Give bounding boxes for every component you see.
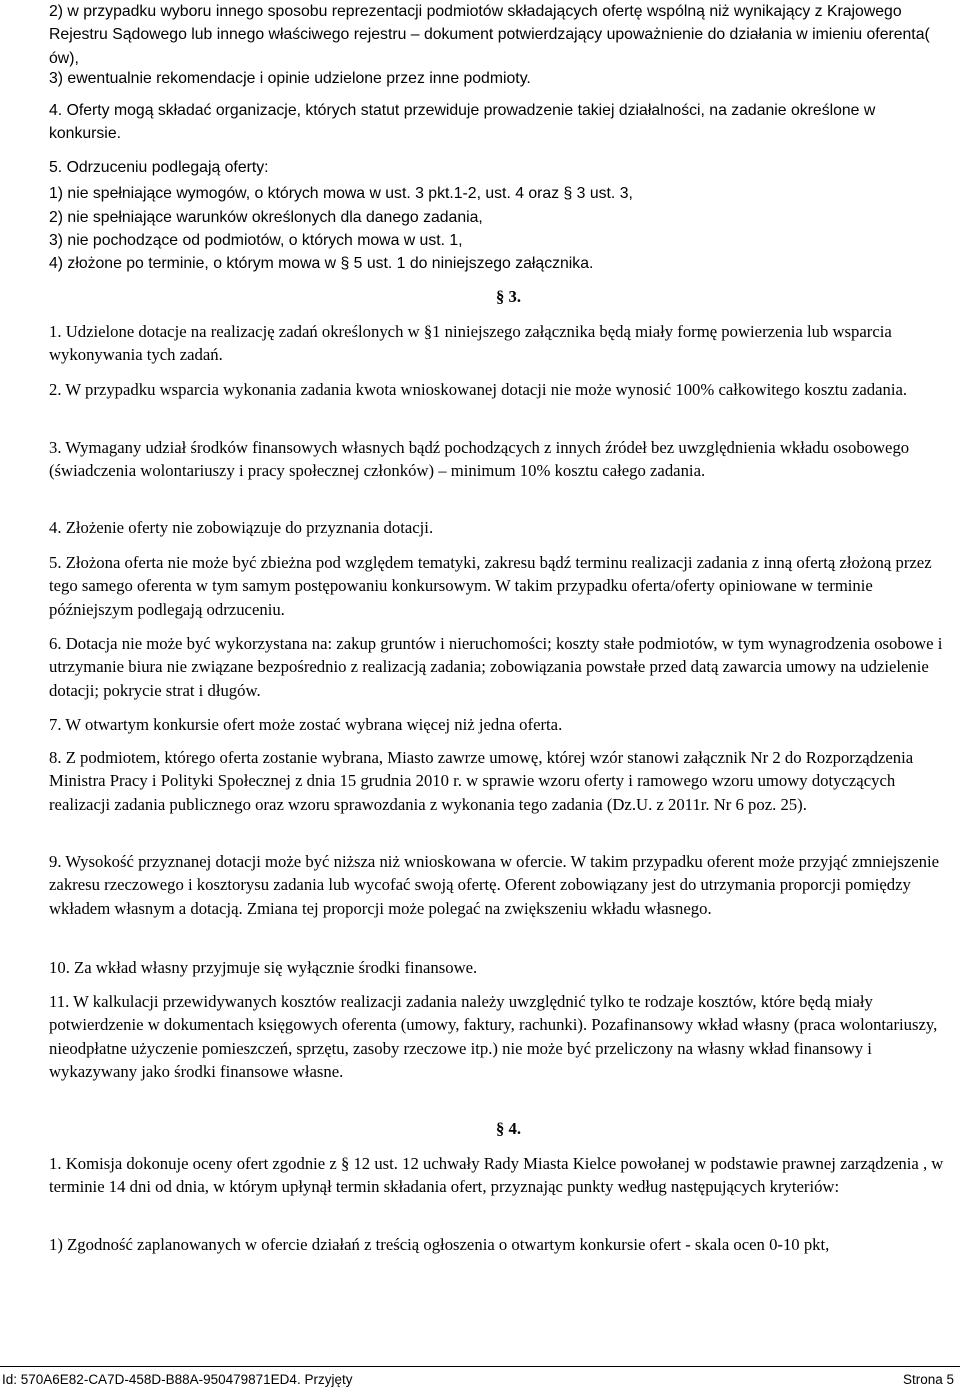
footer-page-number: Strona 5 (902, 1372, 954, 1387)
section-3-paragraph-10: 10. Za wkład własny przyjmuje się wyłącznie środki finansowe. (49, 958, 478, 977)
section-3-paragraph-2: 2. W przypadku wsparcia wykonania zadania kwota wnioskowanej dotacji nie może wynosić 100% całkowitego kosztu zadania. (49, 380, 908, 399)
section-4-heading: § 4. (496, 1119, 522, 1138)
rejection-item-4: 4) złożone po terminie, o którym mowa w § 5 ust. 1 do niniejszego załącznika. (49, 255, 594, 272)
rejection-item-1: 1) nie spełniające wymogów, o których mowa w ust. 3 pkt.1-2, ust. 4 oraz § 3 ust. 3, (49, 185, 633, 202)
section-4-paragraph-1: 1. Komisja dokonuje oceny ofert zgodnie z § 12 ust. 12 uchwały Rady Miasta Kielce powołanej w podstawie prawnej zarządzenia , w terminie 14 dni od dnia, w którym upłynął termin składania ofert, przyznając punkty według następujących kryteriów: (49, 1154, 944, 1197)
footer-divider (0, 1366, 960, 1367)
section-3-paragraph-3: 3. Wymagany udział środków finansowych własnych bądź pochodzących z innych źródeł bez uwzględnienia wkładu osobowego (świadczenia wolontariuszy i pracy społecznej członków) – minimum 10% kosztu całego zadania. (49, 438, 910, 481)
section-3-paragraph-4: 4. Złożenie oferty nie zobowiązuje do przyznania dotacji. (49, 518, 434, 537)
section-3-paragraph-8: 8. Z podmiotem, którego oferta zostanie wybrana, Miasto zawrze umowę, której wzór stanowi załącznik Nr 2 do Rozporządzenia Ministra Pracy i Polityki Społecznej z dnia 15 grudnia 2010 r. w sprawie wzoru oferty i ramowego wzoru umowy dotyczących realizacji zadania publicznego oraz wzoru sprawozdania z wykonania tego zadania (Dz.U. z 2011r. Nr 6 poz. 25). (49, 748, 914, 814)
paragraph-recommendations: 3) ewentualnie rekomendacje i opinie udzielone przez inne podmioty. (49, 70, 531, 87)
section-3-paragraph-1: 1. Udzielone dotacje na realizację zadań określonych w §1 niniejszego załącznika będą miały formę powierzenia lub wsparcia wykonywania tych zadań. (49, 322, 892, 365)
footer-document-id: Id: 570A6E82-CA7D-458D-B88A-950479871ED4. Przyjęty (2, 1372, 353, 1387)
rejection-item-2: 2) nie spełniające warunków określonych dla danego zadania, (49, 209, 483, 226)
section-4-criterion-1: 1) Zgodność zaplanowanych w ofercie działań z treścią ogłoszenia o otwartym konkursie ofert - skala ocen 0-10 pkt, (49, 1235, 830, 1254)
section-3-paragraph-11: 11. W kalkulacji przewidywanych kosztów realizacji zadania należy uwzględnić tylko te rodzaje kosztów, które będą miały potwierdzenie w dokumentach księgowych oferenta (umowy, faktury, rachunki). Pozafinansowy wkład własny (praca wolontariuszy, nieodpłatne użyczenie pomieszczeń, sprzętu, zasoby rzeczowe itp.) nie może być przeliczony na własny wkład finansowy i wykazywany jako środki finansowe własne. (49, 992, 938, 1081)
paragraph-representation-document: 2) w przypadku wyboru innego sposobu reprezentacji podmiotów składających ofertę wspólną niż wynikający z Krajowego Rejestru Sądowego lub innego właściwego rejestru – dokument potwierdzający upoważnienie do działania w imieniu oferenta( ów), (49, 3, 930, 67)
section-3-heading: § 3. (496, 287, 522, 306)
section-3-paragraph-9: 9. Wysokość przyznanej dotacji może być niższa niż wnioskowana w ofercie. W takim przypadku oferent może przyjąć zmniejszenie zakresu rzeczowego i kosztorysu zadania lub wycofać swoją ofertę. Oferent zobowiązany jest do utrzymania proporcji pomiędzy wkładem własnym a dotacją. Zmiana tej proporcji może polegać na zwiększeniu wkładu własnego. (49, 852, 940, 918)
section-3-paragraph-5: 5. Złożona oferta nie może być zbieżna pod względem tematyki, zakresu bądź terminu realizacji zadania z inną ofertą złożoną przez tego samego oferenta w tym samym postępowaniu konkursowym. W takim przypadku oferta/oferty opiniowane w terminie późniejszym podlegają odrzuceniu. (49, 553, 932, 619)
paragraph-rejection-intro: 5. Odrzuceniu podlegają oferty: (49, 159, 269, 176)
paragraph-eligible-organizations: 4. Oferty mogą składać organizacje, których statut przewiduje prowadzenie takiej działalności, na zadanie określone w konkursie. (49, 102, 876, 143)
rejection-item-3: 3) nie pochodzące od podmiotów, o których mowa w ust. 1, (49, 232, 463, 249)
section-3-paragraph-7: 7. W otwartym konkursie ofert może zostać wybrana więcej niż jedna oferta. (49, 715, 563, 734)
section-3-paragraph-6: 6. Dotacja nie może być wykorzystana na: zakup gruntów i nieruchomości; koszty stałe podmiotów, w tym wynagrodzenia osobowe i utrzymanie biura nie związane bezpośrednio z realizacją zadania; zobowiązania powstałe przed datą zawarcia umowy na udzielenie dotacji; pokrycie strat i długów. (49, 634, 943, 700)
